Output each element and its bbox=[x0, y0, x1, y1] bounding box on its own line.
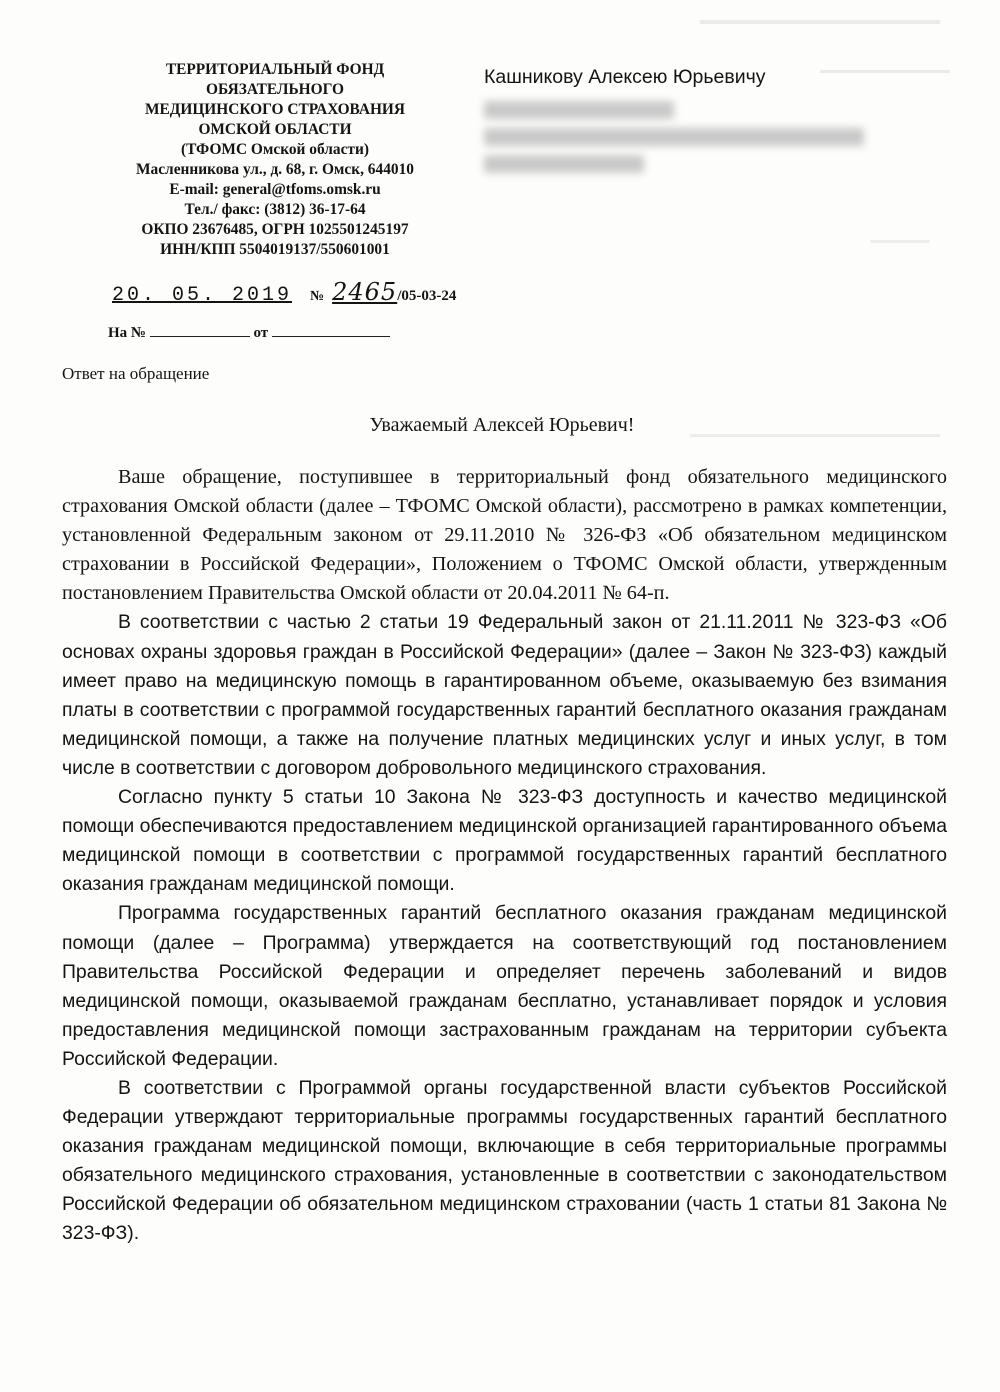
scan-noise bbox=[820, 70, 950, 73]
org-short-name: (ТФОМС Омской области) bbox=[180, 141, 369, 158]
registration-date: 20. 05. 2019 bbox=[112, 284, 293, 307]
handwritten-number: 2465 bbox=[332, 278, 398, 306]
org-email: E-mail: general@tfoms.omsk.ru bbox=[169, 181, 381, 198]
paragraph-4: Программа государственных гарантий бесплатного оказания гражданам медицинской помощи (далее – Программа) утверждается на соответствующий год постановлением Правительства Российской Федерации и определяет перечень заболеваний и видов медицинской помощи, оказываемой гражданам бесплатно, устанавливает порядок и условия предоставления медицинской помощи застрахованным гражданам на территории субъекта Российской Федерации. bbox=[62, 902, 947, 1070]
paragraph-2: В соответствии с частью 2 статьи 19 Федеральный закон от 21.11.2011 № 323-ФЗ «Об основах охраны здоровья граждан в Российской Федерации» (далее – Закон № 323-ФЗ) каждый имеет право на медицинскую помощь в гарантированном объеме, оказываемую без взимания платы в соответствии с программой государственных гарантий бесплатного оказания гражданам медицинской помощи, а также на получение платных медицинских услуг и иных услуг, в том числе в соответствии с договором добровольного медицинского страхования. bbox=[62, 611, 947, 779]
recipient-name: Кашникову Алексею Юрьевичу bbox=[484, 66, 766, 88]
org-phone: Тел./ факс: (3812) 36-17-64 bbox=[184, 201, 366, 218]
paragraph-1: Ваше обращение, поступившее в территориальный фонд обязательного медицинского страхования Омской области (далее – ТФОМС Омской области), рассмотрено в рамках компетенции, установленной Федеральным законом от 29.11.2010 № 326-ФЗ «Об обязательном медицинском страховании в Российской Федерации», Положением о ТФОМС Омской области, утвержденным постановлением Правительства Омской области от 20.04.2011 № 64-п. bbox=[62, 466, 947, 605]
redacted-line bbox=[484, 101, 674, 119]
org-inn-kpp: ИНН/КПП 5504019137/550601001 bbox=[160, 241, 390, 258]
from-label: от bbox=[253, 325, 269, 341]
recipient-block bbox=[484, 64, 954, 173]
org-address: Масленникова ул., д. 68, г. Омск, 644010 bbox=[136, 161, 414, 178]
redacted-line bbox=[484, 128, 864, 146]
from-blank bbox=[272, 322, 390, 337]
org-name-line-2: ОБЯЗАТЕЛЬНОГО bbox=[206, 81, 344, 98]
number-label: № bbox=[310, 289, 325, 304]
on-number-label: На № bbox=[108, 325, 146, 341]
scan-noise bbox=[690, 434, 940, 437]
on-number-blank bbox=[150, 322, 250, 337]
scan-noise bbox=[700, 20, 940, 24]
number-suffix: /05-03-24 bbox=[397, 288, 457, 304]
redacted-line bbox=[484, 155, 644, 173]
scan-noise bbox=[870, 240, 930, 243]
organization-header bbox=[80, 60, 470, 260]
org-okpo-ogrn: ОКПО 23676485, ОГРН 1025501245197 bbox=[141, 221, 409, 238]
subject-line: Ответ на обращение bbox=[62, 364, 210, 383]
paragraph-5: В соответствии с Программой органы государственной власти субъектов Российской Федерации утверждают территориальные программы государственных гарантий бесплатного оказания гражданам медицинской помощи, включающие в себя территориальные программы обязательного медицинского страхования, установленные в соответствии с законодательством Российской Федерации об обязательном медицинском страховании (часть 1 статьи 81 Закона № 323-ФЗ). bbox=[62, 1076, 947, 1245]
reference-line bbox=[108, 322, 390, 342]
org-name-line-3: МЕДИЦИНСКОГО СТРАХОВАНИЯ bbox=[144, 101, 406, 118]
org-name-line-4: ОМСКОЙ ОБЛАСТИ bbox=[198, 121, 352, 138]
greeting: Уважаемый Алексей Юрьевич! bbox=[369, 414, 635, 436]
org-name-line-1: ТЕРРИТОРИАЛЬНЫЙ ФОНД bbox=[165, 61, 385, 78]
paragraph-3: Согласно пункту 5 статьи 10 Закона № 323-ФЗ доступность и качество медицинской помощи обеспечиваются предоставлением медицинской организацией гарантированного объема медицинской помощи в соответствии с программой государственных гарантий бесплатного оказания гражданам медицинской помощи. bbox=[62, 786, 947, 896]
registration-line bbox=[112, 278, 456, 307]
letter-body bbox=[62, 463, 947, 1249]
